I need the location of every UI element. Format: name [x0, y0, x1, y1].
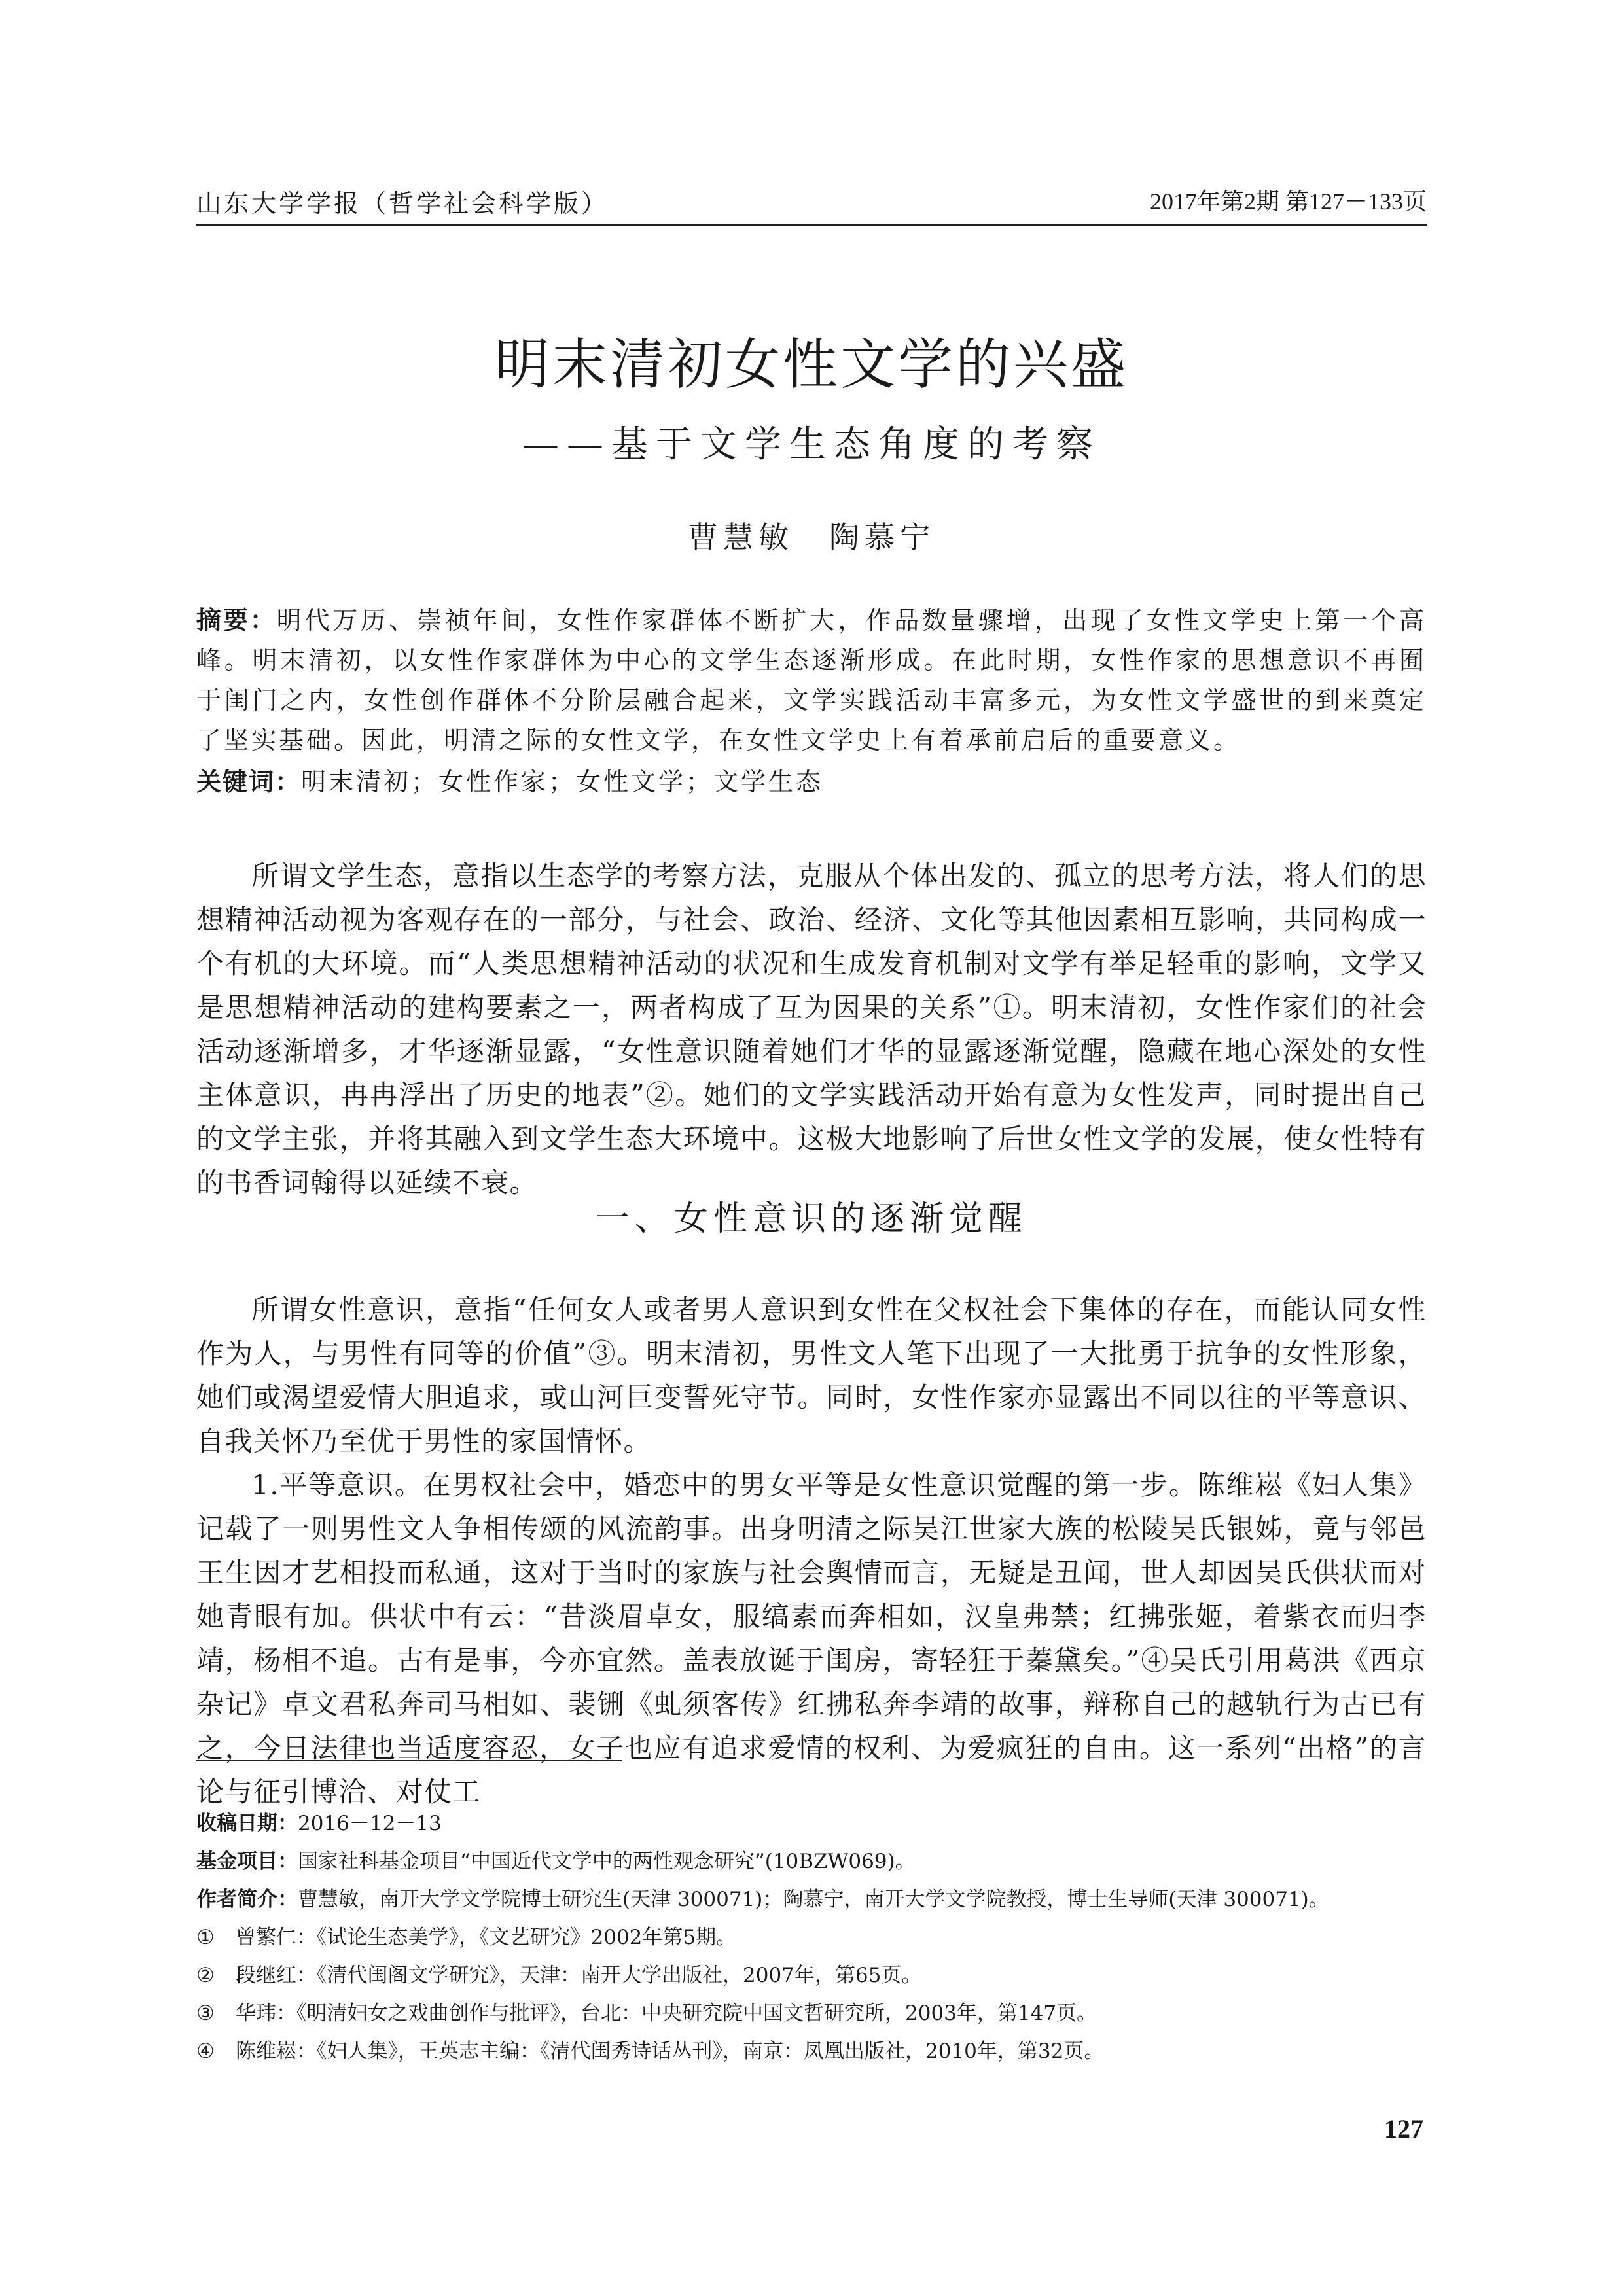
intro-section	[196, 854, 1427, 1205]
footnote-number: ③	[196, 2002, 215, 2025]
article-title: 明末清初女性文学的兴盛	[494, 332, 1128, 397]
footnote-divider	[196, 1760, 622, 1761]
footnote-text: 段继红：《清代闺阁文学研究》，天津：南开大学出版社，2007年，第65页。	[236, 1964, 922, 1987]
issue-info: 2017年第2期 第127－133页	[1149, 188, 1427, 215]
keywords-label: 关键词：	[196, 768, 302, 796]
author-info	[196, 1881, 1427, 1918]
footnote-number: ②	[196, 1964, 215, 1987]
intro-paragraph: 所谓文学生态，意指以生态学的考察方法，克服从个体出发的、孤立的思考方法，将人们的思想精神活动视为客观存在的一部分，与社会、政治、经济、文化等其他因素相互影响，共同构成一个有机的大环境。而“人类思想精神活动的状况和生成发育机制对文学有举足轻重的影响，文学又是思想精神活动的建构要素之一，两者构成了互为因果的关系”①。明末清初，女性作家们的社会活动逐渐增多，才华逐渐显露，“女性意识随着她们才华的显露逐渐觉醒，隐藏在地心深处的女性主体意识，冉冉浮出了历史的地表”②。她们的文学实践活动开始有意为女性发声，同时提出自己的文学主张，并将其融入到文学生态大环境中。这极大地影响了后世女性文学的发展，使女性特有的书香词翰得以延续不衰。	[196, 860, 1427, 1199]
footnote-text: 陈维崧：《妇人集》，王英志主编：《清代闺秀诗话丛刊》，南京：凤凰出版社，2010年，第32页。	[236, 2040, 1105, 2063]
keywords	[196, 762, 1427, 802]
article-authors: 曹慧敏 陶慕宁	[688, 520, 935, 555]
footnote-item	[196, 1956, 1427, 1994]
received-label: 收稿日期：	[196, 1812, 298, 1835]
keywords-text: 明末清初；女性作家；女性文学；文学生态	[301, 768, 824, 796]
footnote-item	[196, 2032, 1427, 2070]
author-value: 曹慧敏，南开大学文学院博士研究生(天津 300071)；陶慕宁，南开大学文学院教授，博士生导师(天津 300071)。	[298, 1888, 1329, 1911]
fund-label: 基金项目：	[196, 1850, 298, 1873]
fund-value: 国家社科基金项目“中国近代文学中的两性观念研究”(10BZW069)。	[298, 1850, 916, 1873]
footnote-text: 曾繁仁：《试论生态美学》，《文艺研究》2002年第5期。	[236, 1926, 737, 1949]
footnote-number: ①	[196, 1926, 215, 1949]
section-body	[196, 1288, 1427, 1814]
section-paragraph-2: 1.平等意识。在男权社会中，婚恋中的男女平等是女性意识觉醒的第一步。陈维崧《妇人集》记载了一则男性文人争相传颂的风流韵事。出身明清之际吴江世家大族的松陵吴氏银姊，竟与邻邑王生因才艺相投而私通，这对于当时的家族与社会舆情而言，无疑是丑闻，世人却因吴氏供状而对她青眼有加。供状中有云：“昔淡眉卓女，服缟素而奔相如，汉皇弗禁；红拂张姬，着紫衣而归李靖，杨相不追。古有是事，今亦宜然。盖表放诞于闺房，寄轻狂于蓁黛矣。”④吴氏引用葛洪《西京杂记》卓文君私奔司马相如、裴铏《虬须客传》红拂私奔李靖的故事，辩称自己的越轨行为古已有之，今日法律也当适度容忍，女子也应有追求爱情的权利、为爱疯狂的自由。这一系列“出格”的言论与征引博洽、对仗工	[196, 1469, 1427, 1808]
footnote-item	[196, 1994, 1427, 2032]
author-label: 作者简介：	[196, 1888, 298, 1911]
footnotes	[196, 1805, 1427, 2070]
abstract-text: 明代万历、崇祯年间，女性作家群体不断扩大，作品数量骤增，出现了女性文学史上第一个高峰。明末清初，以女性作家群体为中心的文学生态逐渐形成。在此时期，女性作家的思想意识不再囿于闺门之内，女性创作群体不分阶层融合起来，文学实践活动丰富多元，为女性文学盛世的到来奠定了坚实基础。因此，明清之际的女性文学，在女性文学史上有着承前启后的重要意义。	[196, 606, 1427, 754]
received-date	[196, 1805, 1427, 1843]
received-value: 2016－12－13	[298, 1812, 442, 1835]
fund-info	[196, 1843, 1427, 1881]
section-paragraph-1: 所谓女性意识，意指“任何女人或者男人意识到女性在父权社会下集体的存在，而能认同女性作为人，与男性有同等的价值”③。明末清初，男性文人笔下出现了一大批勇于抗争的女性形象，她们或渴望爱情大胆追求，或山河巨变誓死守节。同时，女性作家亦显露出不同以往的平等意识、自我关怀乃至优于男性的家国情怀。	[196, 1294, 1427, 1457]
journal-name: 山东大学学报（哲学社会科学版）	[196, 189, 609, 218]
abstract	[196, 601, 1427, 760]
footnote-text: 华玮：《明清妇女之戏曲创作与批评》，台北：中央研究院中国文哲研究所，2003年，第147页。	[236, 2002, 1097, 2025]
article-subtitle: ——基于文学生态角度的考察	[522, 423, 1101, 466]
abstract-label: 摘要：	[196, 606, 277, 635]
section-heading: 一、女性意识的逐渐觉醒	[595, 1199, 1027, 1239]
footnote-item	[196, 1918, 1427, 1956]
header-divider	[196, 224, 1427, 226]
footnote-number: ④	[196, 2040, 215, 2063]
page-number: 127	[1384, 2114, 1423, 2144]
